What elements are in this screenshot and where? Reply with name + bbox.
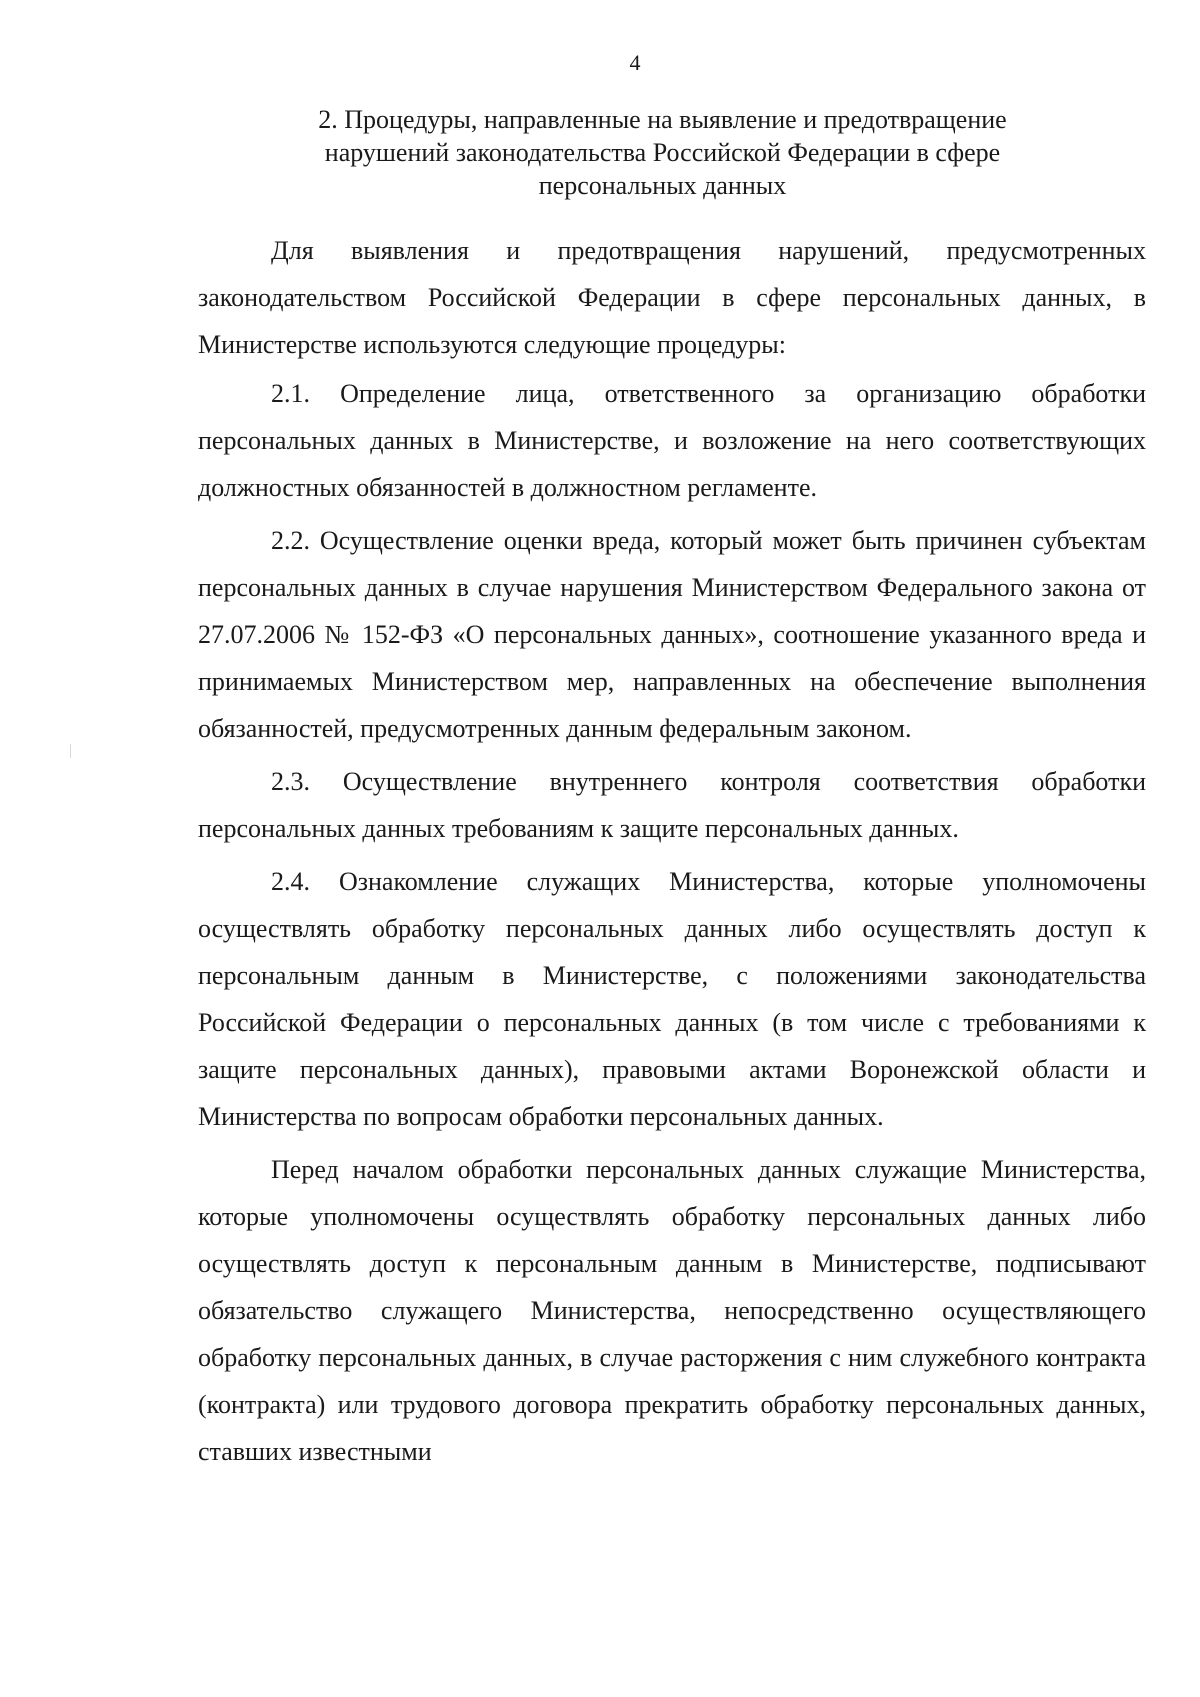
paragraph-intro: Для выявления и предотвращения нарушений, предусмотренных законодательством Российской Федерации в сфере персональных данных, в Министерстве используются следующие процедуры:: [198, 236, 1146, 359]
section-heading: 2. Процедуры, направленные на выявление и предотвращение нарушений законодательства Российской Федерации в сфере персональных данных: [318, 105, 1007, 200]
document-body: [198, 227, 1146, 1475]
paragraph-2-1: 2.1. Определение лица, ответственного за организацию обработки персональных данных в Министерстве, и возложение на него соответствующих должностных обязанностей в должностном регламенте.: [198, 379, 1146, 502]
paragraph-2-4: 2.4. Ознакомление служащих Министерства, которые уполномочены осуществлять обработку персональных данных либо осуществлять доступ к персональным данным в Министерстве, с положениями законодательства Российской Федерации о персональных данных (в том числе с требованиями к защите персональных данных), правовыми актами Воронежской области и Министерства по вопросам обработки персональных данных.: [198, 867, 1146, 1131]
paragraph-2-3: 2.3. Осуществление внутреннего контроля соответствия обработки персональных данных требованиям к защите персональных данных.: [198, 767, 1146, 843]
scan-margin-mark: [70, 744, 71, 758]
paragraph-obligation: Перед началом обработки персональных данных служащие Министерства, которые уполномочены осуществлять обработку персональных данных либо осуществлять доступ к персональным данным в Министерстве, подписывают обязательство служащего Министерства, непосредственно осуществляющего обработку персональных данных, в случае расторжения с ним служебного контракта (контракта) или трудового договора прекратить обработку персональных данных, ставших известными: [198, 1155, 1146, 1466]
page-number: 4: [629, 50, 641, 75]
paragraph-2-2: 2.2. Осуществление оценки вреда, который может быть причинен субъектам персональных данных в случае нарушения Министерством Федерального закона от 27.07.2006 № 152-ФЗ «О персональных данных», соотношение указанного вреда и принимаемых Министерством мер, направленных на обеспечение выполнения обязанностей, предусмотренных данным федеральным законом.: [198, 526, 1146, 743]
